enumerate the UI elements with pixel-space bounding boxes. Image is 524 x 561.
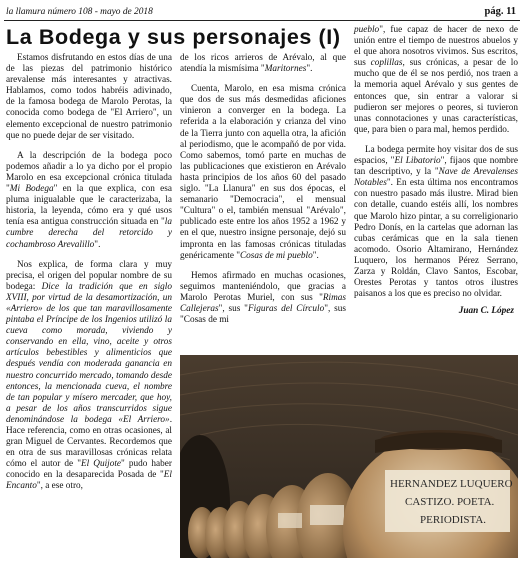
paragraph: La bodega permite hoy visitar dos de sus espacios, "El Libatorio", fijaos que nombre tan descriptivo, y la "Nave de Arevalenses Notables". En esta última nos encontramos con nuestro pasado más ilustre. Mirad bien con detalle, cuando estéis allí, los nombres que Marolo hizo pintar, a su correligionario Pedro Donís, en la cartelas que adornan las cubas cerámicas que en la sala tienen acomodo. Osorio Altamirano, Hernández Luquero, los hermanos Pérez Serrano, Zarza y Roldán, Clavo Santos, Escobar, Orestes Perotas y tantos otros ilustres paisanos a los que es preciso no olvidar. xyxy=(354,144,519,300)
paragraph: A la descripción de la bodega poco podemos añadir a lo ya dicho por el propio Marolo en esa excepcional crónica titulada "Mi Bodega" en la que explica, con esa pluma inigualable que le caracterizaba, la historia, la leyenda, cómo era y qué usos tenía esa antigua construcción situada en "la cumbre derecha del retorcido y cochambroso Arevalillo". xyxy=(6,150,172,250)
column-3 xyxy=(354,25,518,317)
page-number: pág. 11 xyxy=(484,6,516,17)
jar-label-line: CASTIZO. POETA. xyxy=(405,496,495,508)
paragraph: pueblo", fue capaz de hacer de nexo de unión entre el tiempo de nuestros abuelos y el que ahora nosotros vivimos. Sus escritos, sus coplillas, sus crónicas, a pesar de lo mucho que de él se nos perdió, nos traen a la memoria aquel Arévalo y sus gentes de entonces que, sin entrar a valorar si pudieron ser mejores o peores, si tuvieron unas connotaciones y unas características, que, para bien o para mal, hemos perdido. xyxy=(354,25,518,135)
paragraph: Hemos afirmado en muchas ocasiones, seguimos manteniéndolo, que gracias a Marolo Perotas Muriel, con sus "Rimas Callejeras", sus "Figuras del Círculo", sus "Cosas de mi xyxy=(180,270,346,326)
paragraph: Cuenta, Marolo, en esa misma crónica que dos de sus más desmedidas aficiones vinieron a converger en la bodega. La referida a la elaboración y crianza del vino de la Tierra junto con aquella otra, la afición al periodismo, que le acompañó de por vida. Como sabemos, tomó parte en muchas de las publicaciones que existieron en Arévalo hasta principios de los años 60 del pasado siglo. "La Llanura" en sus dos épocas, el semanario "Democracia", el mensual "Cultura" o el, también mensual "Arévalo", publicado este entre los años 1952 a 1962 y en el que, nuestro insigne personaje, dejó su impronta en las famosas crónicas tituladas genéricamente "Cosas de mi pueblo". xyxy=(180,84,346,261)
issue-info: la llamura número 108 - mayo de 2018 xyxy=(6,7,153,17)
paragraph: Estamos disfrutando en estos días de una de las piezas del patrimonio histórico arevalense más interesantes y atractivas. Hablamos, como todos habréis adivinado, de la famosa bodega de Marolo Perotas, la conocida como bodega de "El Arriero", un elemento excepcional de nuestro patrimonio que no puede dejar de ser visitado. xyxy=(6,53,172,141)
page-header xyxy=(4,3,520,21)
paragraph: Nos explica, de forma clara y muy precisa, el origen del popular nombre de su bodega: Dice la tradición que en siglo XVIII, por virtud de la desamortización, un «Arriero» de los que tan maravillosamente pintaba el Príncipe de los Ingenios utilizó la cueva como morada, viviendo y conservando en ella, vino, aceite y otros artículos bebestibles y alimenticios que después vendía con moderada ganancia en nuestro concurrido mercado, tomando desde entonces, la mencionada cueva, el nombre de tan popular y mísero mercader, que hoy, a pesar de los años transcurridos sigue denominándose la bodega «El Arriero». Hace referencia, como en otras ocasiones, al gran Miguel de Cervantes. Recordemos que en otra de sus maravillosas crónicas relata cómo el autor de "El Quijote" pudo haber conocido en la desaparecida Posada de "El Encanto", a ese otro, xyxy=(6,259,172,492)
cellar-jars-image xyxy=(180,355,518,558)
paragraph: de los ricos arrieros de Arévalo, al que atendía la mismísima "Maritornes". xyxy=(180,53,346,75)
article-title: La Bodega y sus personajes (I) xyxy=(6,25,341,49)
author-signature: Juan C. López xyxy=(458,306,514,317)
column-2 xyxy=(180,53,346,335)
column-1 xyxy=(6,53,172,502)
jar-label-line: HERNANDEZ LUQUERO xyxy=(390,478,513,490)
jar-label-line: PERIODISTA. xyxy=(420,514,487,526)
bodega-photo xyxy=(180,355,518,558)
